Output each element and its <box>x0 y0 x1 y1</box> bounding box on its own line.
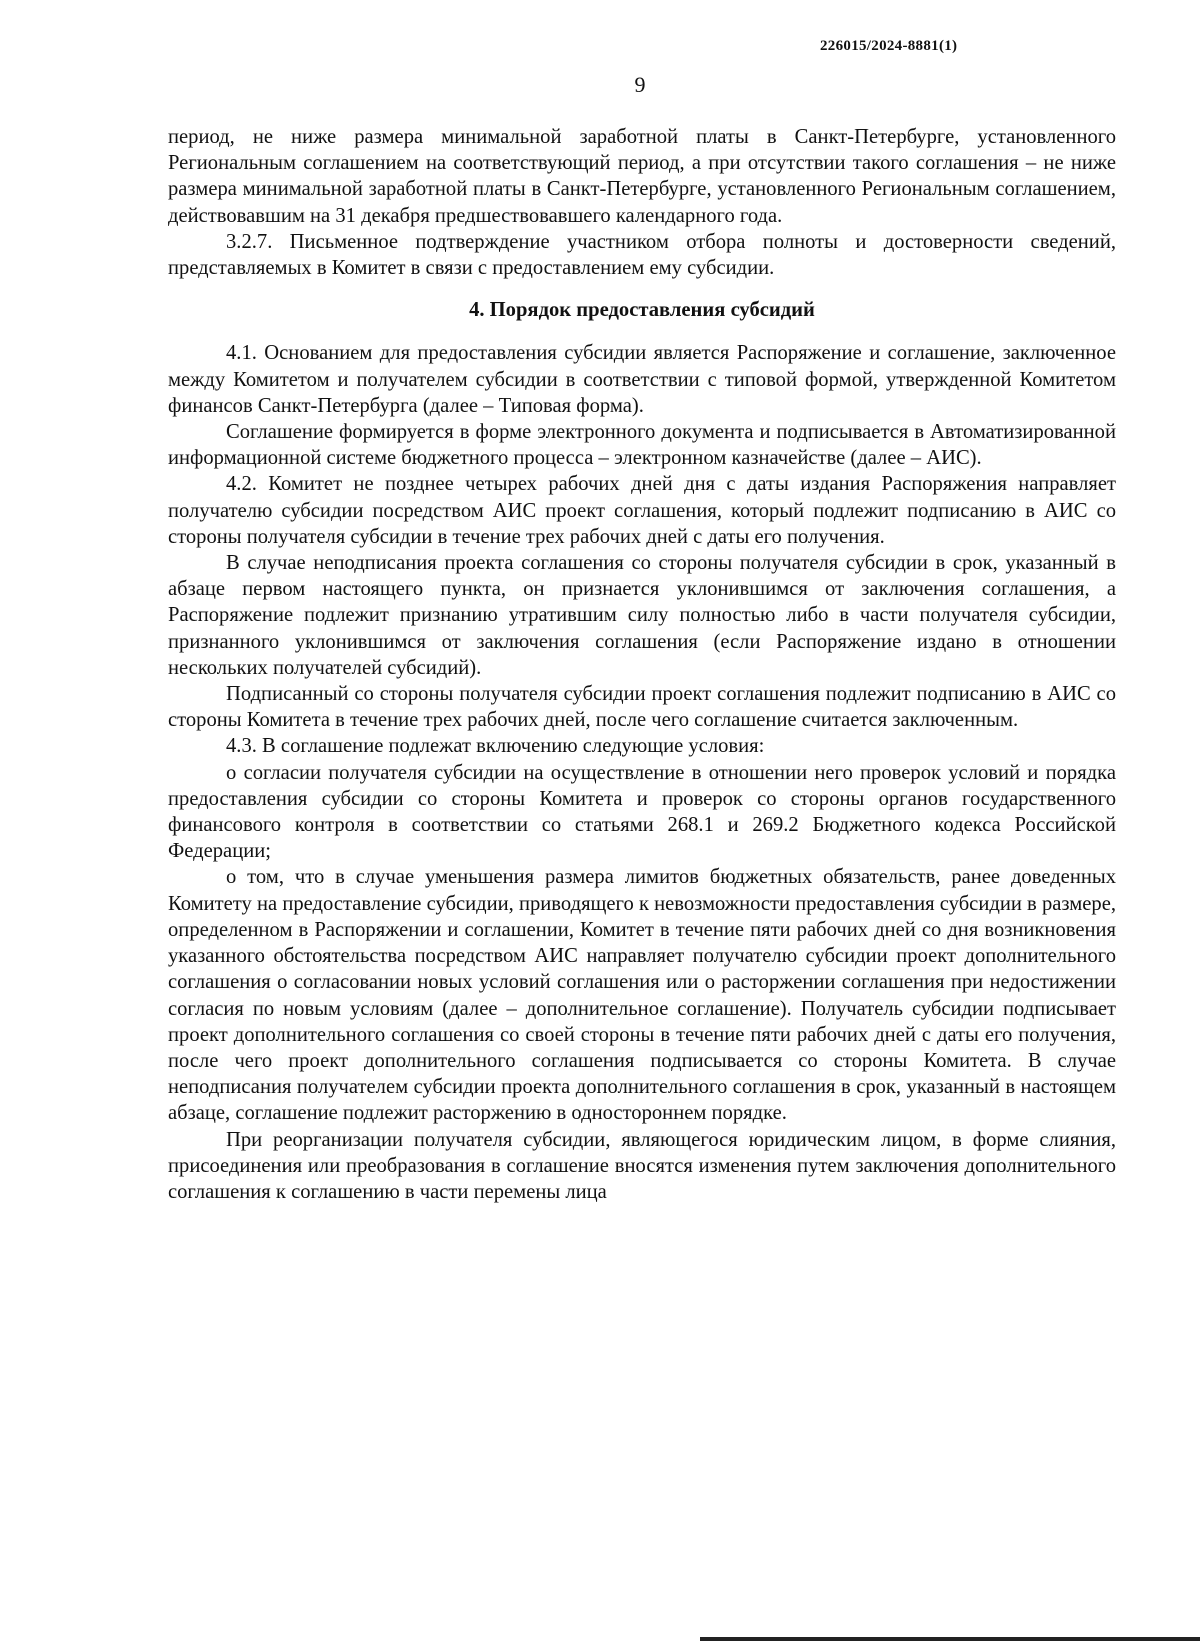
paragraph: Подписанный со стороны получателя субсидии проект соглашения подлежит подписанию в АИС со стороны Комитета в течение трех рабочих дней, после чего соглашение считается заключенным. <box>168 683 1116 732</box>
paragraph: 4.1. Основанием для предоставления субсидии является Распоряжение и соглашение, заключенное между Комитетом и получателем субсидии в соответствии с типовой формой, утвержденной Комитетом финансов Санкт-Петербурга (далее – Типовая форма). <box>168 342 1116 417</box>
scan-edge-line <box>700 1637 1200 1641</box>
paragraph: В случае неподписания проекта соглашения со стороны получателя субсидии в срок, указанный в абзаце первом настоящего пункта, он признается уклонившимся от заключения соглашения, а Распоряжение подлежит признанию утратившим силу полностью либо в части получателя субсидии, признанного уклонившимся от заключения соглашения (если Распоряжение издано в отношении нескольких получателей субсидий). <box>168 552 1116 679</box>
paragraph: При реорганизации получателя субсидии, являющегося юридическим лицом, в форме слияния, присоединения или преобразования в соглашение вносятся изменения путем заключения дополнительного соглашения к соглашению в части перемены лица <box>168 1128 1116 1203</box>
paragraph: 3.2.7. Письменное подтверждение участником отбора полноты и достоверности сведений, представляемых в Комитет в связи с предоставлением ему субсидии. <box>168 230 1116 280</box>
paragraph: о согласии получателя субсидии на осуществление в отношении него проверок условий и порядка предоставления субсидии со стороны Комитета и проверок со стороны органов государственного финансового контроля в соответствии со статьями 268.1 и 269.2 Бюджетного кодекса Российской Федерации; <box>168 761 1116 863</box>
paragraph: 4.2. Комитет не позднее четырех рабочих дней дня с даты издания Распоряжения направляет получателю субсидии посредством АИС проект соглашения, который подлежит подписанию в АИС со стороны получателя субсидии в течение трех рабочих дней с даты его получения. <box>168 473 1116 548</box>
paragraph: 4.3. В соглашение подлежат включению следующие условия: <box>226 735 765 758</box>
paragraph: Соглашение формируется в форме электронного документа и подписывается в Автоматизированной информационной системе бюджетного процесса – электронном казначействе (далее – АИС). <box>168 421 1116 470</box>
page-number: 9 <box>634 72 646 97</box>
section-heading: 4. Порядок предоставления субсидий <box>469 299 815 322</box>
paragraph: о том, что в случае уменьшения размера лимитов бюджетных обязательств, ранее доведенных Комитету на предоставление субсидии, приводящего к невозможности предоставления субсидии в размере, определенном в Распоряжении и соглашении, Комитет в течение пяти рабочих дней со дня возникновения указанного обстоятельства посредством АИС направляет получателю субсидии проект дополнительного соглашения о согласовании новых условий соглашения или о расторжении соглашения при недостижении согласия по новым условиям (далее – дополнительное соглашение). Получатель субсидии подписывает проект дополнительного соглашения со своей стороны в течение пяти рабочих дней с даты его получения, после чего проект дополнительного соглашения подписывается со стороны Комитета. В случае неподписания получателем субсидии проекта дополнительного соглашения в срок, указанный в настоящем абзаце, соглашение подлежит расторжению в одностороннем порядке. <box>168 866 1116 1125</box>
document-registration-number: 226015/2024-8881(1) <box>820 38 958 54</box>
document-body <box>168 124 1116 1205</box>
paragraph: период, не ниже размера минимальной заработной платы в Санкт-Петербурге, установленного Региональным соглашением на соответствующий период, а при отсутствии такого соглашения – не ниже размера минимальной заработной платы в Санкт-Петербурге, установленного Региональным соглашением, действовавшим на 31 декабря предшествовавшего календарного года. <box>168 126 1116 227</box>
